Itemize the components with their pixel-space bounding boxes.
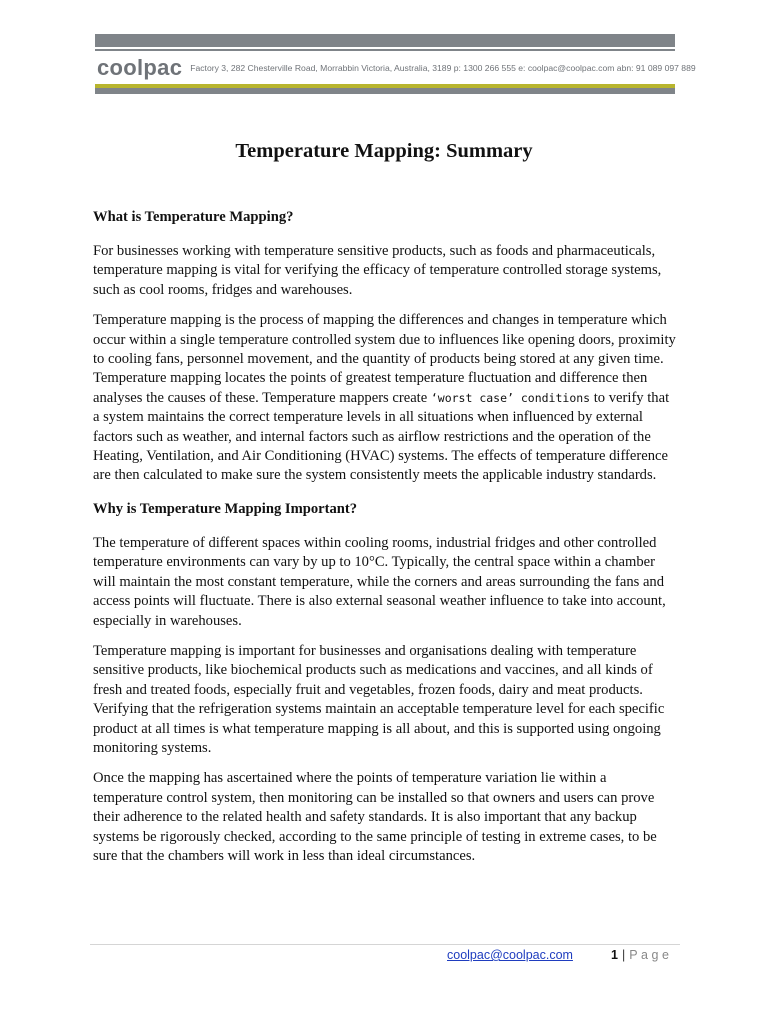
footer-page-indicator — [611, 948, 672, 962]
page-number: 1 — [611, 948, 618, 962]
section-heading-what-is: What is Temperature Mapping? — [93, 209, 294, 225]
footer-divider — [90, 944, 680, 945]
footer-email-link[interactable]: coolpac@coolpac.com — [447, 948, 573, 962]
document-body — [93, 208, 678, 877]
letterhead-band-bottom — [95, 88, 675, 94]
paragraph-process — [93, 311, 678, 486]
paragraph-intro: For businesses working with temperature sensitive products, such as foods and pharmaceuticals, temperature mapping is vital for verifying the efficacy of temperature controlled storage systems, such as cool rooms, fridges and warehouses. — [93, 243, 662, 298]
paragraph-variation: The temperature of different spaces within cooling rooms, industrial fridges and other controlled temperature environments can vary by up to 10°C. Typically, the central space within a chamber will maintain the most constant temperature, while the corners and areas surrounding the fans and access points will fluctuate. There is also external seasonal weather influence to take into account, especially in warehouses. — [93, 534, 666, 629]
letterhead — [95, 34, 696, 94]
section-heading-why-important: Why is Temperature Mapping Important? — [93, 500, 358, 517]
document-title: Temperature Mapping: Summary — [235, 140, 533, 162]
paragraph-process-text-2: to verify that a system maintains the correct temperature levels in all situations when influenced by external factors such as weather, and internal factors such as airflow restrictions and the operation of the Heating, Ventilation, and Air Conditioning (HVAC) systems. The effects of temperature difference are then calculated to make sure the system consistently meets the applicable industry standards. — [93, 389, 670, 484]
company-contact-info: Factory 3, 282 Chesterville Road, Morrabbin Victoria, Australia, 3189 p: 1300 266 555 e: coolpac@coolpac.com abn: 91 089 097 889 — [190, 62, 696, 73]
paragraph-monitoring: Once the mapping has ascertained where the points of temperature variation lie within a temperature control system, then monitoring can be installed so that owners and users can prove their adherence to the related health and safety standards. It is also important that any backup systems be rigorously checked, according to the same principle of testing in extreme cases, to be sure that the chambers will work in less than ideal circumstances. — [93, 770, 657, 864]
brand-logo: coolpac — [97, 54, 183, 80]
page-separator: | — [621, 948, 626, 962]
letterhead-band-top — [95, 34, 675, 47]
letterhead-row — [95, 51, 696, 84]
page-label: Page — [629, 948, 673, 962]
worst-case-phrase: ‘worst case’ conditions — [430, 390, 591, 405]
paragraph-importance: Temperature mapping is important for businesses and organisations dealing with temperature sensitive products, like biochemical products such as medications and vaccines, and all kinds of fresh and treated foods, especially fruit and vegetables, frozen foods, dairy and meat products. Verifying that the refrigeration systems maintain an acceptable temperature level for each specific product at all times is what temperature mapping is all about, and this is supported using ongoing monitoring systems. — [93, 642, 665, 756]
paragraph-process-text-1: Temperature mapping is the process of mapping the differences and changes in temperature which occur within a single temperature controlled system due to influences like opening doors, proximity to cooling fans, personnel movement, and the quantity of products being stored at any given time. Temperature mapping locates the points of greatest temperature fluctuation and difference then analyses the causes of these. Temperature mappers create — [93, 312, 676, 406]
